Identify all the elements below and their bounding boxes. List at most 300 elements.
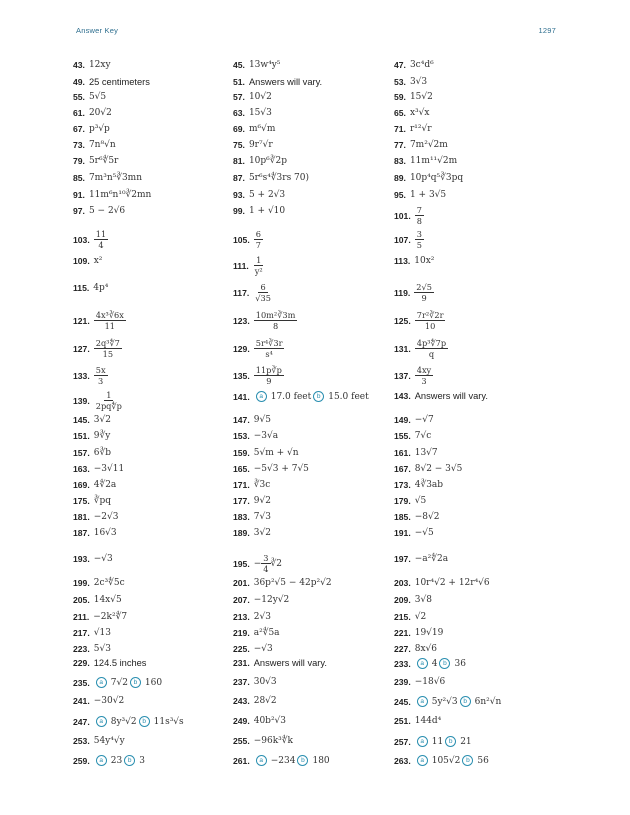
answer-item xyxy=(73,431,110,441)
answer-fraction xyxy=(254,311,298,330)
answer-fraction xyxy=(94,339,122,358)
answer-text: 36p²√5 − 42p²√2 xyxy=(253,578,332,588)
answer-part xyxy=(443,736,471,747)
problem-number: 153. xyxy=(233,431,250,441)
answer-text: 5y²√3 xyxy=(431,696,458,707)
fraction-numerator: 5r⁴∛3r xyxy=(255,338,283,348)
problem-number: 109. xyxy=(73,256,90,266)
answer-item xyxy=(73,60,111,70)
answer-item xyxy=(233,431,278,441)
fraction-numerator: 11p∛p xyxy=(255,365,282,375)
answer-text: 20√2 xyxy=(88,108,112,118)
answer-text: −3√a xyxy=(253,431,279,441)
answer-item xyxy=(233,230,263,249)
answer-item xyxy=(233,696,277,706)
answer-fraction xyxy=(414,283,434,302)
problem-number: 219. xyxy=(233,628,250,638)
answer-item xyxy=(233,156,287,166)
answer-item xyxy=(233,206,285,216)
answer-fraction xyxy=(254,230,263,249)
answer-item xyxy=(73,140,116,150)
answer-item xyxy=(73,448,111,458)
problem-number: 227. xyxy=(394,644,411,654)
answer-item xyxy=(73,206,125,216)
answer-text: 12xy xyxy=(88,60,111,70)
answer-item xyxy=(394,716,441,726)
answer-text: 16√3 xyxy=(93,528,117,538)
problem-number: 225. xyxy=(233,644,250,654)
problem-number: 69. xyxy=(233,124,245,134)
fraction-numerator: 6 xyxy=(260,282,266,292)
answer-item xyxy=(394,415,434,425)
answer-item xyxy=(394,644,437,654)
problem-number: 161. xyxy=(394,448,411,458)
problem-number: 111. xyxy=(233,260,249,271)
problem-number: 247. xyxy=(73,716,90,727)
answer-text: 5 + 2√3 xyxy=(248,190,286,200)
answer-item xyxy=(73,595,122,605)
fraction-numerator: 7r²∛2r xyxy=(416,310,444,320)
problem-number: 217. xyxy=(73,628,90,638)
problem-number: 59. xyxy=(394,92,406,102)
answer-text: 8y³√2 xyxy=(110,716,137,727)
problem-number: 77. xyxy=(394,140,406,150)
answer-item xyxy=(233,92,272,102)
answer-item xyxy=(394,612,426,622)
problem-number: 49. xyxy=(73,77,85,87)
answer-text: 7√3 xyxy=(253,512,271,522)
problem-number: 209. xyxy=(394,595,411,605)
answer-item xyxy=(394,512,439,522)
answer-text: 10p⁴q⁵∛3pq xyxy=(409,173,464,183)
answer-text: 144d⁴ xyxy=(414,716,442,726)
answer-expression xyxy=(94,391,124,410)
answer-text: 9r⁷√r xyxy=(248,140,273,150)
problem-number: 241. xyxy=(73,696,90,706)
problem-number: 103. xyxy=(73,234,90,245)
problem-number: 179. xyxy=(394,496,411,506)
answer-expression xyxy=(415,339,448,358)
answer-item xyxy=(394,528,434,538)
problem-number: 81. xyxy=(233,156,245,166)
answer-item xyxy=(394,595,432,605)
answer-text: m⁶√m xyxy=(248,124,276,134)
answer-item xyxy=(394,554,448,564)
problem-number: 249. xyxy=(233,716,250,726)
answer-item xyxy=(73,108,112,118)
answer-expression xyxy=(94,230,108,249)
answer-expression xyxy=(94,311,126,330)
answer-expression xyxy=(414,283,434,302)
answer-text: 1 + 3√5 xyxy=(409,190,447,200)
problem-number: 257. xyxy=(394,736,411,747)
answer-text: 4∜2a xyxy=(93,480,117,490)
answer-text: 4p⁴ xyxy=(93,283,109,293)
answer-text: x² xyxy=(93,256,103,266)
answer-text: 4 xyxy=(431,658,438,669)
problem-number: 203. xyxy=(394,578,411,588)
problem-number: 201. xyxy=(233,578,250,588)
fraction-numerator: 2q³∜7 xyxy=(95,338,120,348)
fraction-numerator: 2√5 xyxy=(416,282,432,292)
fraction-denominator: √35 xyxy=(255,293,271,304)
problem-number: 107. xyxy=(394,234,411,245)
answer-text: 8x√6 xyxy=(414,644,437,654)
answer-text: 3√8 xyxy=(414,595,432,605)
answer-part xyxy=(94,716,137,727)
answer-item xyxy=(233,716,286,726)
answer-item xyxy=(73,644,111,654)
problem-number: 171. xyxy=(233,480,250,490)
answer-text: √13 xyxy=(93,628,111,638)
problem-number: 233. xyxy=(394,658,411,669)
answer-item xyxy=(233,512,271,522)
answer-text: 7√c xyxy=(414,431,432,441)
answer-text: a²∜5a xyxy=(253,628,280,638)
answer-text: Answers will vary. xyxy=(248,77,323,87)
problem-number: 197. xyxy=(394,554,411,564)
problem-number: 235. xyxy=(73,677,90,688)
problem-number: 165. xyxy=(233,464,250,474)
answer-part xyxy=(94,677,128,688)
problem-number: 43. xyxy=(73,60,85,70)
answer-item xyxy=(233,256,265,275)
answer-part xyxy=(460,755,488,766)
problem-number: 85. xyxy=(73,173,85,183)
answer-text: 6n²√n xyxy=(474,696,502,707)
problem-number: 131. xyxy=(394,343,411,354)
answer-text: 2√3 xyxy=(253,612,271,622)
problem-number: 75. xyxy=(233,140,245,150)
answer-item xyxy=(233,124,275,134)
answer-item xyxy=(233,60,280,70)
answer-part xyxy=(137,716,184,727)
answer-item xyxy=(394,464,462,474)
answer-text: 10√2 xyxy=(248,92,272,102)
answer-part xyxy=(415,658,438,669)
answer-expression xyxy=(254,366,284,385)
answer-item xyxy=(394,108,429,118)
problem-number: 243. xyxy=(233,696,250,706)
answer-item xyxy=(394,283,434,302)
answer-item xyxy=(394,124,432,134)
answer-text: 124.5 inches xyxy=(93,658,147,668)
problem-number: 79. xyxy=(73,156,85,166)
problem-number: 253. xyxy=(73,736,90,746)
answer-item xyxy=(233,612,271,622)
fraction-denominator: 9 xyxy=(421,293,427,304)
problem-number: 185. xyxy=(394,512,411,522)
answer-item xyxy=(233,480,270,490)
answer-item xyxy=(394,156,457,166)
problem-number: 97. xyxy=(73,206,85,216)
problem-number: 261. xyxy=(233,755,250,766)
answer-item xyxy=(233,283,273,302)
problem-number: 173. xyxy=(394,480,411,490)
answer-text: p³√p xyxy=(88,124,110,134)
answer-item xyxy=(394,339,448,358)
answer-text: ∛3c xyxy=(253,480,271,490)
answer-text: −3√11 xyxy=(93,464,125,474)
fraction-denominator: 9 xyxy=(266,376,272,387)
answer-item xyxy=(233,496,271,506)
answer-text: 56 xyxy=(477,755,489,766)
answer-text: −√7 xyxy=(414,415,434,425)
answer-text: 5√m + √n xyxy=(253,448,299,458)
problem-number: 251. xyxy=(394,716,411,726)
fraction-denominator: 7 xyxy=(255,240,261,251)
fraction-numerator: 4xy xyxy=(416,365,432,375)
answer-text: 14x√5 xyxy=(93,595,122,605)
answer-item xyxy=(394,77,427,87)
answer-item xyxy=(394,736,472,747)
answer-item xyxy=(73,628,111,638)
part-a-circle-icon: a xyxy=(96,755,107,766)
answer-text: 5r⁶∜5r xyxy=(88,156,119,166)
answer-item xyxy=(394,256,434,266)
answer-text: 3 xyxy=(139,755,145,766)
problem-number: 141. xyxy=(233,391,250,402)
answer-item xyxy=(73,528,117,538)
fraction-numerator: 1 xyxy=(106,390,112,400)
problem-number: 95. xyxy=(394,190,406,200)
answer-part xyxy=(254,391,312,402)
answer-part xyxy=(458,696,502,707)
problem-number: 193. xyxy=(73,554,90,564)
answer-fraction xyxy=(415,311,446,330)
answer-item xyxy=(73,716,184,727)
answer-fraction xyxy=(415,206,424,225)
problem-number: 207. xyxy=(233,595,250,605)
part-b-circle-icon: b xyxy=(462,755,473,766)
answer-item xyxy=(394,311,445,330)
answer-item xyxy=(233,108,272,118)
problem-number: 189. xyxy=(233,528,250,538)
answer-text: −5√3 + 7√5 xyxy=(253,464,309,474)
problem-number: 183. xyxy=(233,512,250,522)
answer-text: 160 xyxy=(144,677,163,688)
answer-text: 25 centimeters xyxy=(88,77,150,87)
fraction-denominator: 4 xyxy=(263,564,269,575)
answer-item xyxy=(394,431,431,441)
answer-item xyxy=(233,736,293,746)
answer-item xyxy=(233,658,327,668)
part-a-circle-icon: a xyxy=(417,658,428,669)
problem-number: 221. xyxy=(394,628,411,638)
problem-number: 45. xyxy=(233,60,245,70)
answer-item xyxy=(73,496,111,506)
answer-fraction xyxy=(94,391,124,410)
answer-expression xyxy=(415,206,424,225)
answer-text: 8√2 − 3√5 xyxy=(414,464,463,474)
problem-number: 119. xyxy=(394,287,411,298)
answer-text: −12y√2 xyxy=(253,595,290,605)
problem-number: 139. xyxy=(73,395,90,406)
part-b-circle-icon: b xyxy=(139,716,150,727)
answer-text: 105√2 xyxy=(431,755,461,766)
page-header xyxy=(76,26,556,38)
answer-text: 11m⁶n¹⁰∛2mn xyxy=(88,190,152,200)
answer-text: 13√7 xyxy=(414,448,438,458)
answer-item xyxy=(233,366,284,385)
answer-fraction xyxy=(254,339,285,358)
answer-text: 9√5 xyxy=(253,415,271,425)
answer-item xyxy=(233,77,322,87)
page-number: 1297 xyxy=(538,26,556,35)
answer-item xyxy=(73,230,108,249)
answer-expression xyxy=(415,366,433,385)
answer-text: √2 xyxy=(414,612,427,622)
problem-number: 211. xyxy=(73,612,90,622)
answer-item xyxy=(73,755,145,766)
answer-expression xyxy=(254,230,263,249)
answer-item xyxy=(233,415,271,425)
fraction-denominator: 3 xyxy=(421,376,427,387)
fraction-denominator: 8 xyxy=(416,216,422,227)
answer-text: −18√6 xyxy=(414,677,446,687)
problem-number: 259. xyxy=(73,755,90,766)
answer-item xyxy=(233,528,271,538)
answer-text: 19√19 xyxy=(414,628,444,638)
answer-item xyxy=(394,755,489,766)
problem-number: 195. xyxy=(233,558,250,569)
problem-number: 187. xyxy=(73,528,90,538)
problem-number: 213. xyxy=(233,612,250,622)
answer-fraction xyxy=(254,366,284,385)
answer-item xyxy=(233,339,284,358)
problem-number: 57. xyxy=(233,92,245,102)
answer-item xyxy=(73,736,125,746)
fraction-denominator: 10 xyxy=(424,321,436,332)
answer-text: 3√2 xyxy=(253,528,271,538)
answer-text: 15√2 xyxy=(409,92,433,102)
problem-number: 145. xyxy=(73,415,90,425)
answer-text: 10p⁶∛2p xyxy=(248,156,287,166)
answer-expression xyxy=(415,230,424,249)
fraction-denominator: 3 xyxy=(98,376,104,387)
problem-number: 149. xyxy=(394,415,411,425)
answer-fraction xyxy=(415,230,424,249)
answer-item xyxy=(73,677,162,688)
answer-item xyxy=(73,578,125,588)
part-b-circle-icon: b xyxy=(130,677,141,688)
answer-text: 13w⁴y⁵ xyxy=(248,60,281,70)
answer-text: 3√2 xyxy=(93,415,111,425)
fraction-numerator: 6 xyxy=(255,229,261,239)
fraction-denominator: s⁴ xyxy=(265,349,273,360)
answer-item xyxy=(394,190,446,200)
part-a-circle-icon: a xyxy=(417,755,428,766)
problem-number: 123. xyxy=(233,315,250,326)
fraction-numerator: 11 xyxy=(95,229,107,239)
answer-part xyxy=(415,755,461,766)
running-head-title: Answer Key xyxy=(76,26,119,35)
answer-text: ∛pq xyxy=(93,496,111,506)
answer-text: 17.0 feet xyxy=(270,391,312,402)
problem-number: 137. xyxy=(394,370,411,381)
problem-number: 229. xyxy=(73,658,90,668)
part-b-circle-icon: b xyxy=(297,755,308,766)
answer-text: −30√2 xyxy=(93,696,125,706)
answer-item xyxy=(394,480,443,490)
answer-text: −234 xyxy=(270,755,296,766)
problem-number: 215. xyxy=(394,612,411,622)
answer-text: 7m³n⁵∛3mn xyxy=(88,173,143,183)
answer-part xyxy=(122,755,145,766)
answer-part xyxy=(437,658,465,669)
answer-fraction xyxy=(253,256,265,275)
answer-fraction xyxy=(94,366,108,385)
fraction-denominator: 4 xyxy=(98,240,104,251)
problem-number: 169. xyxy=(73,480,90,490)
problem-number: 231. xyxy=(233,658,250,668)
answer-text: 21 xyxy=(460,736,472,747)
problem-number: 71. xyxy=(394,124,406,134)
part-b-circle-icon: b xyxy=(439,658,450,669)
answer-text: 15.0 feet xyxy=(328,391,369,402)
answer-text: 7m²√2m xyxy=(409,140,448,150)
answer-text: 1 + √10 xyxy=(248,206,286,216)
problem-number: 91. xyxy=(73,190,85,200)
answer-text: 36 xyxy=(454,658,466,669)
part-b-circle-icon: b xyxy=(313,391,324,402)
answer-text: 3√3 xyxy=(409,77,428,87)
answer-text: 6∛b xyxy=(93,448,111,458)
answer-part xyxy=(128,677,162,688)
answer-expression xyxy=(94,339,122,358)
answer-item xyxy=(233,628,280,638)
answer-item xyxy=(73,190,151,200)
answer-text: 23 xyxy=(110,755,123,766)
answer-item xyxy=(73,554,113,564)
answer-item xyxy=(394,206,424,225)
problem-number: 55. xyxy=(73,92,85,102)
answer-item xyxy=(394,391,488,401)
answer-text: 7n⁸√n xyxy=(88,140,116,150)
problem-number: 239. xyxy=(394,677,411,687)
answer-item xyxy=(233,644,273,654)
part-a-circle-icon: a xyxy=(256,755,267,766)
fraction-denominator: 5 xyxy=(416,240,422,251)
answer-expression xyxy=(254,311,298,330)
answer-text: 10x² xyxy=(414,256,435,266)
part-a-circle-icon: a xyxy=(417,736,428,747)
fraction-numerator: 3 xyxy=(416,229,422,239)
answer-item xyxy=(233,755,330,766)
answer-item xyxy=(233,595,289,605)
answer-item xyxy=(233,578,332,588)
answer-item xyxy=(73,658,146,668)
problem-number: 101. xyxy=(394,210,411,221)
problem-number: 155. xyxy=(394,431,411,441)
answer-item xyxy=(233,311,297,330)
answer-item xyxy=(394,496,426,506)
problem-number: 175. xyxy=(73,496,90,506)
part-a-circle-icon: a xyxy=(417,696,428,707)
answer-text: x³√x xyxy=(409,108,430,118)
fraction-numerator: 7 xyxy=(416,205,422,215)
problem-number: 245. xyxy=(394,696,411,707)
problem-number: 65. xyxy=(394,108,406,118)
answer-item xyxy=(394,230,424,249)
problem-number: 61. xyxy=(73,108,85,118)
answer-item xyxy=(73,480,116,490)
answer-text: r¹²√r xyxy=(409,124,432,134)
answer-fraction xyxy=(94,230,108,249)
answer-fraction xyxy=(94,311,126,330)
fraction-denominator: 8 xyxy=(272,321,279,332)
answer-text: 7√2 xyxy=(110,677,128,688)
